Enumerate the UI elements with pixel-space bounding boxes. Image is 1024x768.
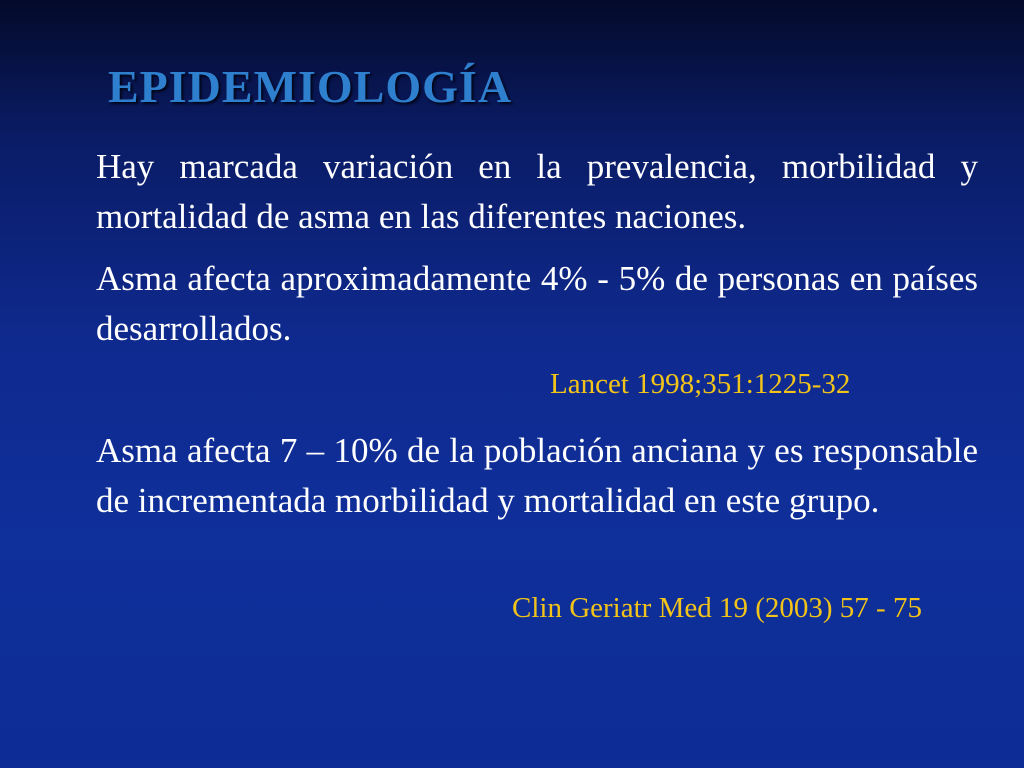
- slide-title: EPIDEMIOLOGÍA: [108, 61, 513, 112]
- paragraph-developed-countries: Asma afecta aproximadamente 4% - 5% de personas en países desarrollados.: [96, 259, 978, 348]
- paragraph-elderly-population: Asma afecta 7 – 10% de la población anciana y es responsable de incrementada morbilidad y mortalidad en este grupo.: [96, 431, 978, 520]
- paragraph-prevalence-variation: Hay marcada variación en la prevalencia, morbilidad y mortalidad de asma en las diferentes naciones.: [96, 147, 978, 236]
- citation-clin-geriatr-med: Clin Geriatr Med 19 (2003) 57 - 75: [512, 592, 922, 624]
- citation-lancet: Lancet 1998;351:1225-32: [550, 368, 851, 400]
